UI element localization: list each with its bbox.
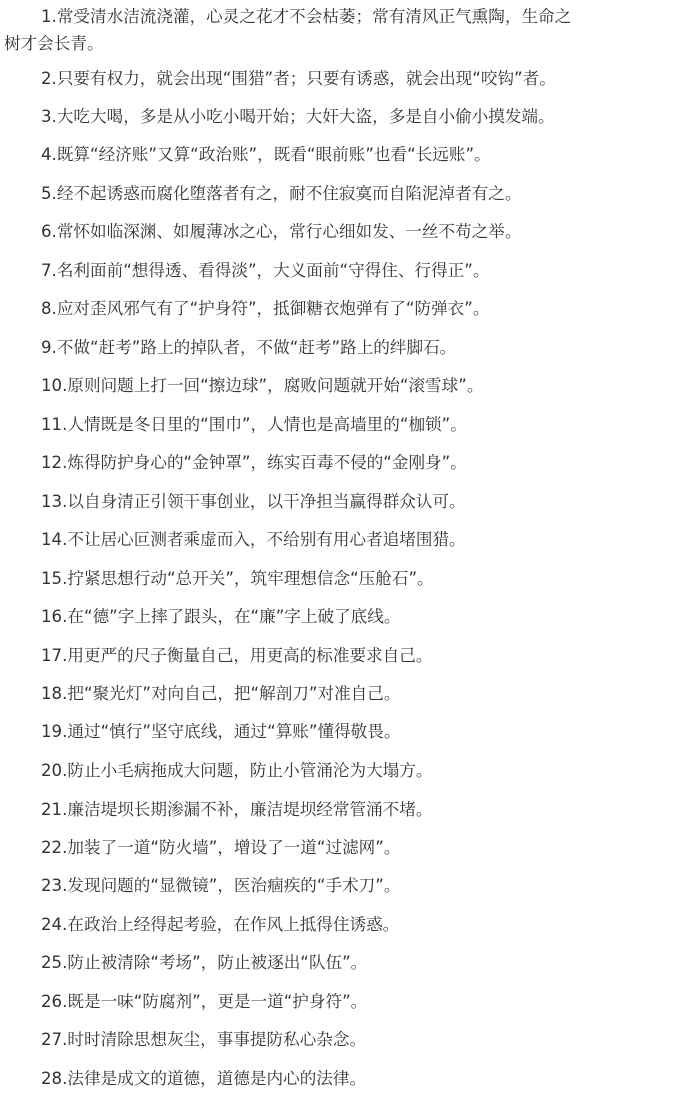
list-item (0, 372, 693, 399)
list-item (0, 872, 693, 899)
list-item-text: 8.应对歪风邪气有了“护身符”，抵御糖衣炮弹有了“防弹衣”。 (41, 299, 490, 318)
list-item (0, 334, 693, 361)
list-item (0, 911, 693, 938)
list-item (0, 488, 693, 515)
list-item-text: 19.通过“慎行”坚守底线，通过“算账”懂得敬畏。 (41, 722, 401, 741)
list-item (0, 218, 693, 245)
list-item-text: 21.廉洁堤坝长期渗漏不补，廉洁堤坝经常管涌不堵。 (41, 800, 433, 819)
list-item-text-continued: 树才会长青。 (4, 34, 104, 53)
list-item (0, 65, 693, 92)
list-item (0, 949, 693, 976)
list-item-text: 23.发现问题的“显微镜”，医治痼疾的“手术刀”。 (41, 876, 401, 895)
list-item (0, 449, 693, 476)
list-item-text: 7.名利面前“想得透、看得淡”，大义面前“守得住、行得正”。 (41, 261, 490, 280)
list-item (0, 796, 693, 823)
list-item-text: 4.既算“经济账”又算“政治账”，既看“眼前账”也看“长远账”。 (41, 145, 491, 164)
list-item-text: 14.不让居心叵测者乘虚而入，不给别有用心者追堵围猎。 (41, 530, 466, 549)
list-item-text: 1.常受清水洁流浇灌，心灵之花才不会枯萎；常有清风正气熏陶，生命之 (41, 7, 572, 26)
list-item-text: 20.防止小毛病拖成大问题，防止小管涌沦为大塌方。 (41, 761, 433, 780)
list-item-text: 18.把“聚光灯”对向自己，把“解剖刀”对准自己。 (41, 684, 401, 703)
list-item (0, 1065, 693, 1092)
list-item (0, 257, 693, 284)
list-item-text: 5.经不起诱惑而腐化堕落者有之，耐不住寂寞而自陷泥淖者有之。 (41, 184, 522, 203)
list-item-text: 26.既是一味“防腐剂”，更是一道“护身符”。 (41, 992, 368, 1011)
list-item (0, 3, 693, 57)
list-item-text: 24.在政治上经得起考验，在作风上抵得住诱惑。 (41, 915, 400, 934)
list-item (0, 141, 693, 168)
list-item-text: 9.不做“赶考”路上的掉队者，不做“赶考”路上的绊脚石。 (41, 338, 457, 357)
list-item-text: 22.加装了一道“防火墙”，增设了一道“过滤网”。 (41, 838, 401, 857)
list-item-text: 2.只要有权力，就会出现“围猎”者；只要有诱惑，就会出现“咬钩”者。 (41, 69, 556, 88)
list-item (0, 526, 693, 553)
list-item (0, 565, 693, 592)
list-item-text: 17.用更严的尺子衡量自己，用更高的标准要求自己。 (41, 646, 433, 665)
list-item-text: 13.以自身清正引领干事创业，以干净担当赢得群众认可。 (41, 492, 466, 511)
list-item (0, 1026, 693, 1053)
list-item (0, 642, 693, 669)
list-item-text: 27.时时清除思想灰尘，事事提防私心杂念。 (41, 1030, 367, 1049)
list-item-text: 16.在“德”字上摔了跟头，在“廉”字上破了底线。 (41, 607, 401, 626)
list-item-text: 11.人情既是冬日里的“围巾”，人情也是高墙里的“枷锁”。 (41, 415, 467, 434)
list-item (0, 988, 693, 1015)
list-item (0, 603, 693, 630)
list-item (0, 718, 693, 745)
list-item-text: 10.原则问题上打一回“擦边球”，腐败问题就开始“滚雪球”。 (41, 376, 484, 395)
list-item-text: 15.拧紧思想行动“总开关”，筑牢理想信念“压舱石”。 (41, 569, 434, 588)
list-item (0, 680, 693, 707)
list-item-text: 3.大吃大喝，多是从小吃小喝开始；大奸大盗，多是自小偷小摸发端。 (41, 107, 555, 126)
list-item-text: 12.炼得防护身心的“金钟罩”，练实百毒不侵的“金刚身”。 (41, 453, 467, 472)
list-item (0, 180, 693, 207)
list-item (0, 295, 693, 322)
list-item (0, 834, 693, 861)
list-item-text: 6.常怀如临深渊、如履薄冰之心，常行心细如发、一丝不苟之举。 (41, 222, 522, 241)
list-item-text: 25.防止被清除“考场”，防止被逐出“队伍”。 (41, 953, 368, 972)
list-item (0, 103, 693, 130)
list-item-text: 28.法律是成文的道德，道德是内心的法律。 (41, 1069, 367, 1088)
list-item (0, 411, 693, 438)
list-item (0, 757, 693, 784)
